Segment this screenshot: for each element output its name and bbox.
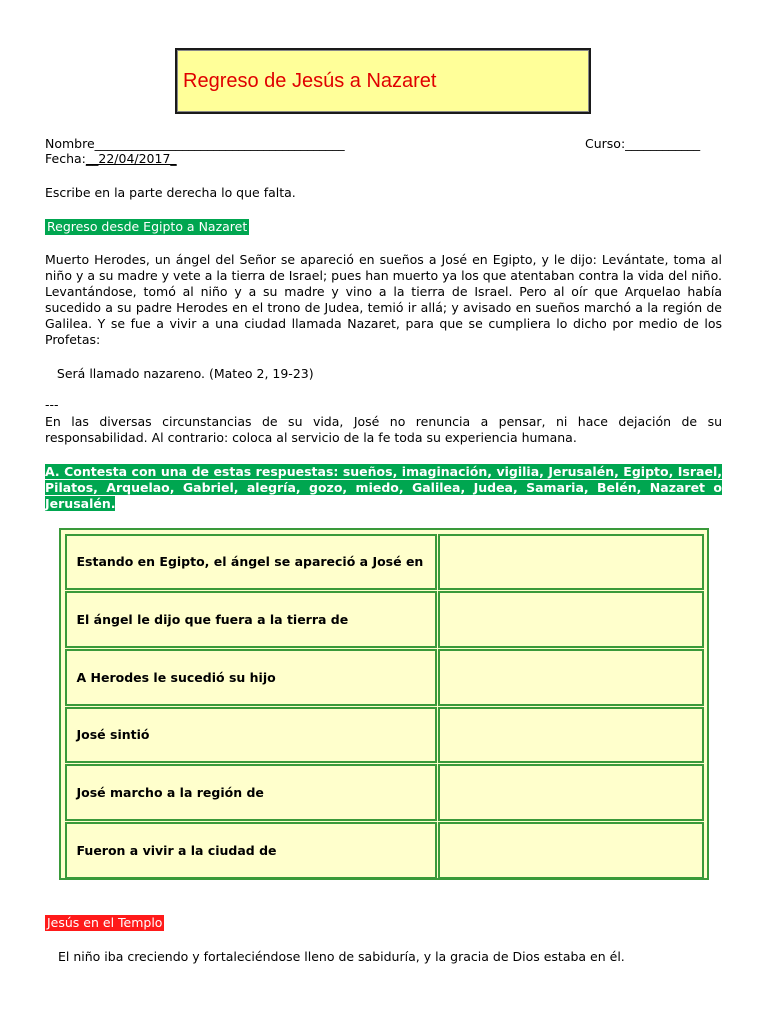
table-row [64,533,704,591]
answer-cell[interactable] [438,707,704,764]
question-cell: Estando en Egipto, el ángel se apareció a José en [65,534,437,591]
reflection-paragraph: En las diversas circunstancias de su vida, José no renuncia a pensar, ni hace dejación de su responsabilidad. Al contrario: coloca al servicio de la fe toda su experiencia humana. [45,414,722,445]
question-cell: José sintió [65,707,437,764]
separator: --- [45,397,59,412]
questions-table [59,528,709,880]
answer-cell[interactable] [438,649,704,706]
table-row [64,821,704,879]
answer-cell[interactable] [438,534,704,591]
fecha-label: Fecha: [45,151,86,166]
answer-cell[interactable] [438,822,704,879]
table-row [64,648,704,706]
question-cell: A Herodes le sucedió su hijo [65,649,437,706]
fecha-value[interactable]: __22/04/2017_ [85,151,177,166]
templo-paragraph: El niño iba creciendo y fortaleciéndose lleno de sabiduría, y la gracia de Dios estaba en él. [58,949,625,964]
table-row [64,706,704,764]
exercise-instruction-text: A. Contesta con una de estas respuestas: sueños, imaginación, vigilia, Jerusalén, Egipto, Israel, Pilatos, Arquelao, Gabriel, alegría, gozo, miedo, Galilea, Judea, Samaria, Belén, Nazaret o Jerusalén. [45,464,722,511]
table-row [64,591,704,649]
bible-quote: Será llamado nazareno. (Mateo 2, 19-23) [45,366,314,381]
section-heading-templo: Jesús en el Templo [47,915,163,930]
answer-cell[interactable] [438,591,704,648]
page-title: Regreso de Jesús a Nazaret [183,70,437,92]
fecha-row [45,151,177,166]
exercise-instruction [45,464,722,512]
answer-cell[interactable] [438,764,704,821]
story-paragraph: Muerto Herodes, un ángel del Señor se apareció en sueños a José en Egipto, y le dijo: Levántate, toma al niño y a su madre y vete a la tierra de Israel; pues han muerto ya los que atentaban contra la vida del niño. Levantándose, tomó al niño y a su madre y vino a la tierra de Israel. Pero al oír que Arquelao había sucedido a su padre Herodes en el trono de Judea, temió ir allá; y avisado en sueños marchó a la región de Galilea. Y se fue a vivir a una ciudad llamada Nazaret, para que se cumpliera lo dicho por medio de los Profetas: [45,252,722,347]
title-box [175,48,591,114]
nombre-field[interactable]: Nombre________________________________________ [45,136,345,151]
section-heading-regreso: Regreso desde Egipto a Nazaret [47,219,248,234]
question-cell: El ángel le dijo que fuera a la tierra de [65,591,437,648]
table-row [64,764,704,822]
question-cell: José marcho a la región de [65,764,437,821]
instruction-text: Escribe en la parte derecha lo que falta. [45,185,296,200]
question-cell: Fueron a vivir a la ciudad de [65,822,437,879]
curso-field[interactable]: Curso:____________ [585,136,701,151]
